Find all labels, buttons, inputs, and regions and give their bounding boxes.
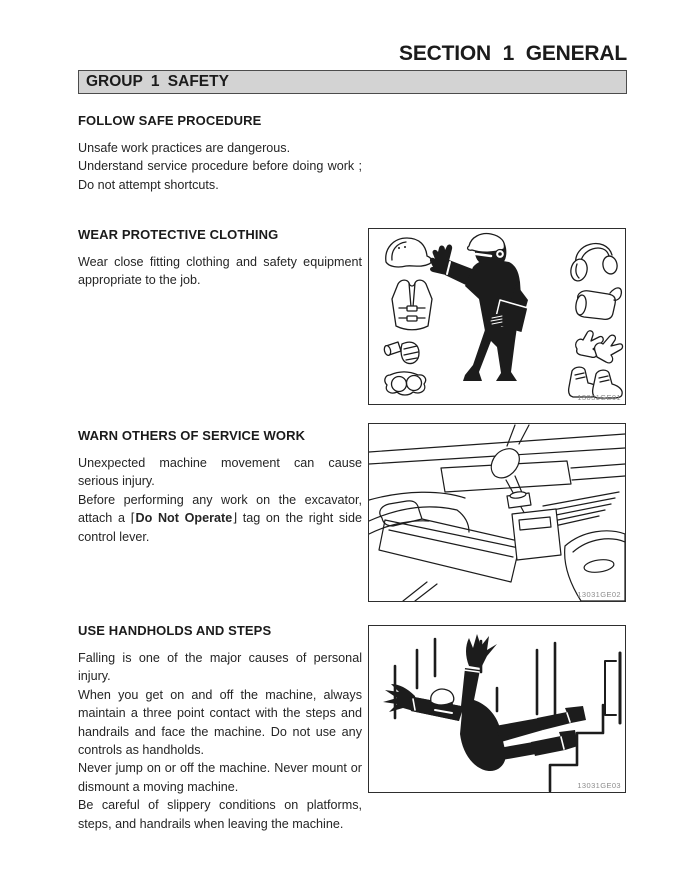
- paragraph: Be careful of slippery conditions on platforms, steps, and handrails when leaving the machine.: [78, 798, 362, 831]
- figure-code: 13031GE01: [577, 393, 621, 402]
- section-use-handholds-and-steps: [78, 623, 362, 833]
- paragraph: Falling is one of the major causes of personal injury.: [78, 651, 362, 684]
- ear-plugs-icon: [383, 342, 419, 364]
- paragraph: Unexpected machine movement can cause serious injury.: [78, 456, 362, 489]
- armrest-console: [379, 501, 527, 601]
- figure-code: 13031GE02: [577, 590, 621, 599]
- section-warn-others-of-service-work: [78, 428, 362, 546]
- section-heading: WEAR PROTECTIVE CLOTHING: [78, 227, 279, 242]
- paragraph: Wear close fitting clothing and safety equipment appropriate to the job.: [78, 255, 362, 288]
- section-heading: WARN OTHERS OF SERVICE WORK: [78, 428, 306, 443]
- figure-do-not-operate-tag: [368, 423, 626, 602]
- cab-interior-lines: [369, 425, 625, 534]
- paragraph: Unsafe work practices are dangerous.: [78, 141, 291, 155]
- do-not-operate-tag: [512, 507, 561, 560]
- section-wear-protective-clothing: [78, 227, 362, 290]
- figure-code: 13031GE03: [577, 781, 621, 790]
- door-frame: [605, 653, 620, 723]
- protective-clothing-illustration: [369, 229, 625, 404]
- paragraph: Never jump on or off the machine. Never mount or dismount a moving machine.: [78, 761, 362, 794]
- falling-person-illustration: [369, 626, 625, 792]
- dust-mask-icon: [575, 288, 622, 319]
- gloves-icon: [576, 331, 623, 363]
- safety-vest-icon: [392, 280, 432, 330]
- goggles-icon: [385, 372, 426, 395]
- figure-falling-person: [368, 625, 626, 793]
- ear-muffs-icon: [569, 244, 619, 283]
- paragraph: Understand service procedure before doing work ; Do not attempt shortcuts.: [78, 159, 362, 192]
- hard-hat-icon: [386, 238, 432, 267]
- do-not-operate-emphasis: Do Not Operate: [135, 511, 233, 526]
- paragraph: [78, 491, 362, 546]
- do-not-operate-tag-illustration: [369, 424, 625, 601]
- section-follow-safe-procedure: [78, 113, 362, 194]
- figure-protective-clothing: [368, 228, 626, 405]
- paragraph: When you get on and off the machine, always maintain a three point contact with the steps and handrails and face the machine. Do not use any controls as handholds.: [78, 687, 362, 758]
- section-title: SECTION 1 GENERAL: [399, 42, 627, 65]
- paragraph-text: ⌋ tag on the right side control lever.: [78, 511, 362, 544]
- paragraph-text: Before performing any work on the excavator, attach a ⌈: [78, 492, 362, 526]
- control-lever: [491, 449, 531, 508]
- group-title-bar: GROUP 1 SAFETY: [78, 70, 627, 94]
- section-heading: USE HANDHOLDS AND STEPS: [78, 623, 272, 638]
- section-heading: FOLLOW SAFE PROCEDURE: [78, 113, 262, 128]
- worker-figure: [430, 234, 528, 381]
